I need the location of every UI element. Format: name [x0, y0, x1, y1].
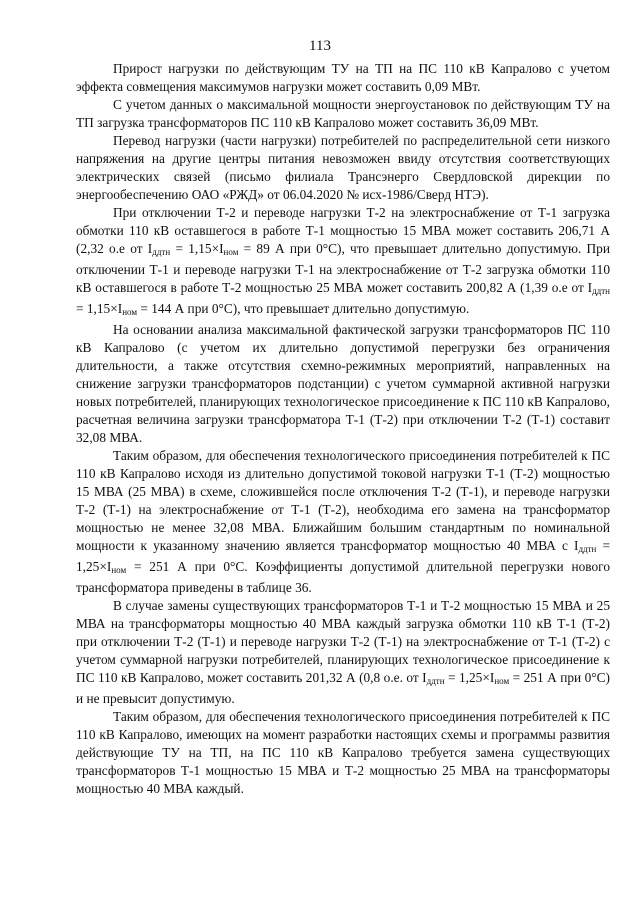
- paragraph-4: При отключении Т-2 и переводе нагрузки Т-2 на электроснабжение от Т-1 загрузка обмотки 110 кВ оставшегося в работе Т-1 мощностью 15 МВА может составить 206,71 А (2,32 о.е от $I_{ддтн} = 1,15\times I_{ном} = 89$ А при 0°С), что превышает длительно допустимую. При отключении Т-1 и переводе нагрузки Т-1 на электроснабжение от Т-2 загрузка обмотки 110 кВ оставшегося в работе Т-2 мощностью 25 МВА может составить 200,82 А (1,39 о.е от $I_{ддтн} = 1,15\times I_{ном} = 144$ А при 0°С), что превышает длительно допустимую.: [76, 205, 610, 317]
- page-number: 113: [309, 38, 331, 54]
- paragraph-8: Таким образом, для обеспечения технологического присоединения потребителей к ПС 110 кВ Капралово, имеющих на момент разработки настоящих схемы и программы развития действующие ТУ на ТП, на ПС 110 кВ Капралово требуется замена существующих трансформаторов Т-1 мощностью 15 МВА и Т-2 мощностью 25 МВА на трансформаторы мощностью 40 МВА каждый.: [76, 709, 610, 796]
- paragraph-6: Таким образом, для обеспечения технологического присоединения потребителей к ПС 110 кВ Капралово исходя из длительно допустимой токовой нагрузки Т-1 (Т-2) мощностью 15 МВА (25 МВА) в схеме, сложившейся после отключения Т-2 (Т-1), и переводе нагрузки Т-2 (Т-1) на электроснабжение от Т-1 (Т-2), необходима его замена на трансформатор мощностью не менее 32,08 МВА. Ближайшим большим стандартным по номинальной мощности к указанному значению является трансформатор мощностью 40 МВА с $I_{ддтн} = 1,25\times I_{ном} = 251$ А при 0°С. Коэффициенты допустимой длительной перегрузки нового трансформатора приведены в таблице 36.: [76, 448, 610, 595]
- paragraph-7: В случае замены существующих трансформаторов Т-1 и Т-2 мощностью 15 МВА и 25 МВА на трансформаторы мощностью 40 МВА каждый загрузка обмотки 110 кВ Т-1 (Т-2) при отключении Т-2 (Т-1) и переводе нагрузки Т-2 (Т-1) на электроснабжение от Т-1 (Т-2) с учетом суммарной нагрузки потребителей, планирующих технологическое присоединение к ПС 110 кВ Капралово, может составить 201,32 А (0,8 о.е. от $I_{ддтн} = 1,25\times I_{ном} = 251$ А при 0°С) и не превысит допустимую.: [76, 598, 610, 706]
- paragraph-2: С учетом данных о максимальной мощности энергоустановок по действующим ТУ на ТП загрузка трансформаторов ПС 110 кВ Капралово может составить 36,09 МВт.: [76, 97, 610, 130]
- paragraph-1: Прирост нагрузки по действующим ТУ на ТП на ПС 110 кВ Капралово с учетом эффекта совмещения максимумов нагрузки может составить 0,09 МВт.: [76, 61, 610, 94]
- paragraph-5: На основании анализа максимальной фактической загрузки трансформаторов ПС 110 кВ Капралово (с учетом их длительно допустимой перегрузки без ограничения длительности, а также отсутствия схемно-режимных мероприятий, направленных на снижение загрузки трансформаторов подстанции) с учетом суммарной активной нагрузки новых потребителей, планирующих технологическое присоединение к ПС 110 кВ Капралово, расчетная величина загрузки трансформатора Т-1 (Т-2) при отключении Т-2 (Т-1) составит 32,08 МВА.: [76, 322, 610, 445]
- paragraph-3: Перевод нагрузки (части нагрузки) потребителей по распределительной сети низкого напряжения на другие центры питания невозможен ввиду отсутствия соответствующих электрических связей (письмо филиала Трансэнерго Свердловской дирекции по энергообеспечению ОАО «РЖД» от 06.04.2020 № исх-1986/Сверд НТЭ).: [76, 133, 610, 202]
- document-body: [76, 60, 610, 798]
